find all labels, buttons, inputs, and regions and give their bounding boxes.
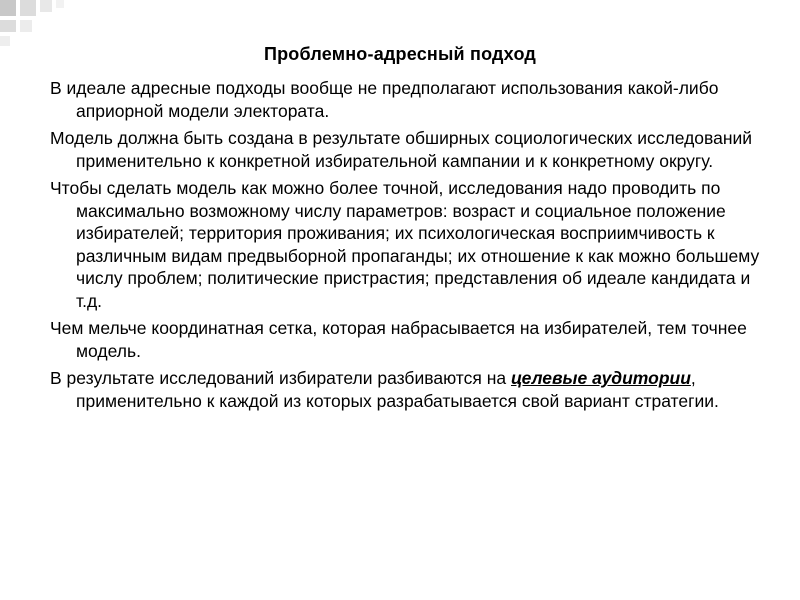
paragraph-5-lead: В результате исследований избиратели разбиваются на	[50, 368, 511, 388]
bullet-paragraph-1: В идеале адресные подходы вообще не предполагают использования какой-либо априорной модели электората.	[50, 78, 719, 121]
bullet-paragraph-5	[50, 367, 765, 412]
paragraph-5-tail: , применительно к каждой из которых разрабатывается свой вариант стратегии.	[76, 368, 719, 411]
bullet-paragraph-4: Чем мельче координатная сетка, которая набрасывается на избирателей, тем точнее модель.	[50, 318, 747, 361]
corner-decoration	[0, 0, 70, 50]
target-audiences-emphasis: целевые аудитории	[510, 368, 691, 388]
slide-title: Проблемно-адресный подход	[263, 44, 537, 64]
bullet-paragraph-2: Модель должна быть создана в результате обширных социологических исследований применительно к конкретной избирательной кампании и к конкретному округу.	[50, 128, 753, 171]
slide-body	[50, 77, 765, 417]
bullet-paragraph-3: Чтобы сделать модель как можно более точной, исследования надо проводить по максимально возможному числу параметров: возраст и социальное положение избирателей; территория проживания; их психологическая восприимчивость к различным видам предвыборной пропаганды; их отношение к как можно большему числу проблем; политические пристрастия; представления об идеале кандидата и т.д.	[50, 178, 760, 311]
